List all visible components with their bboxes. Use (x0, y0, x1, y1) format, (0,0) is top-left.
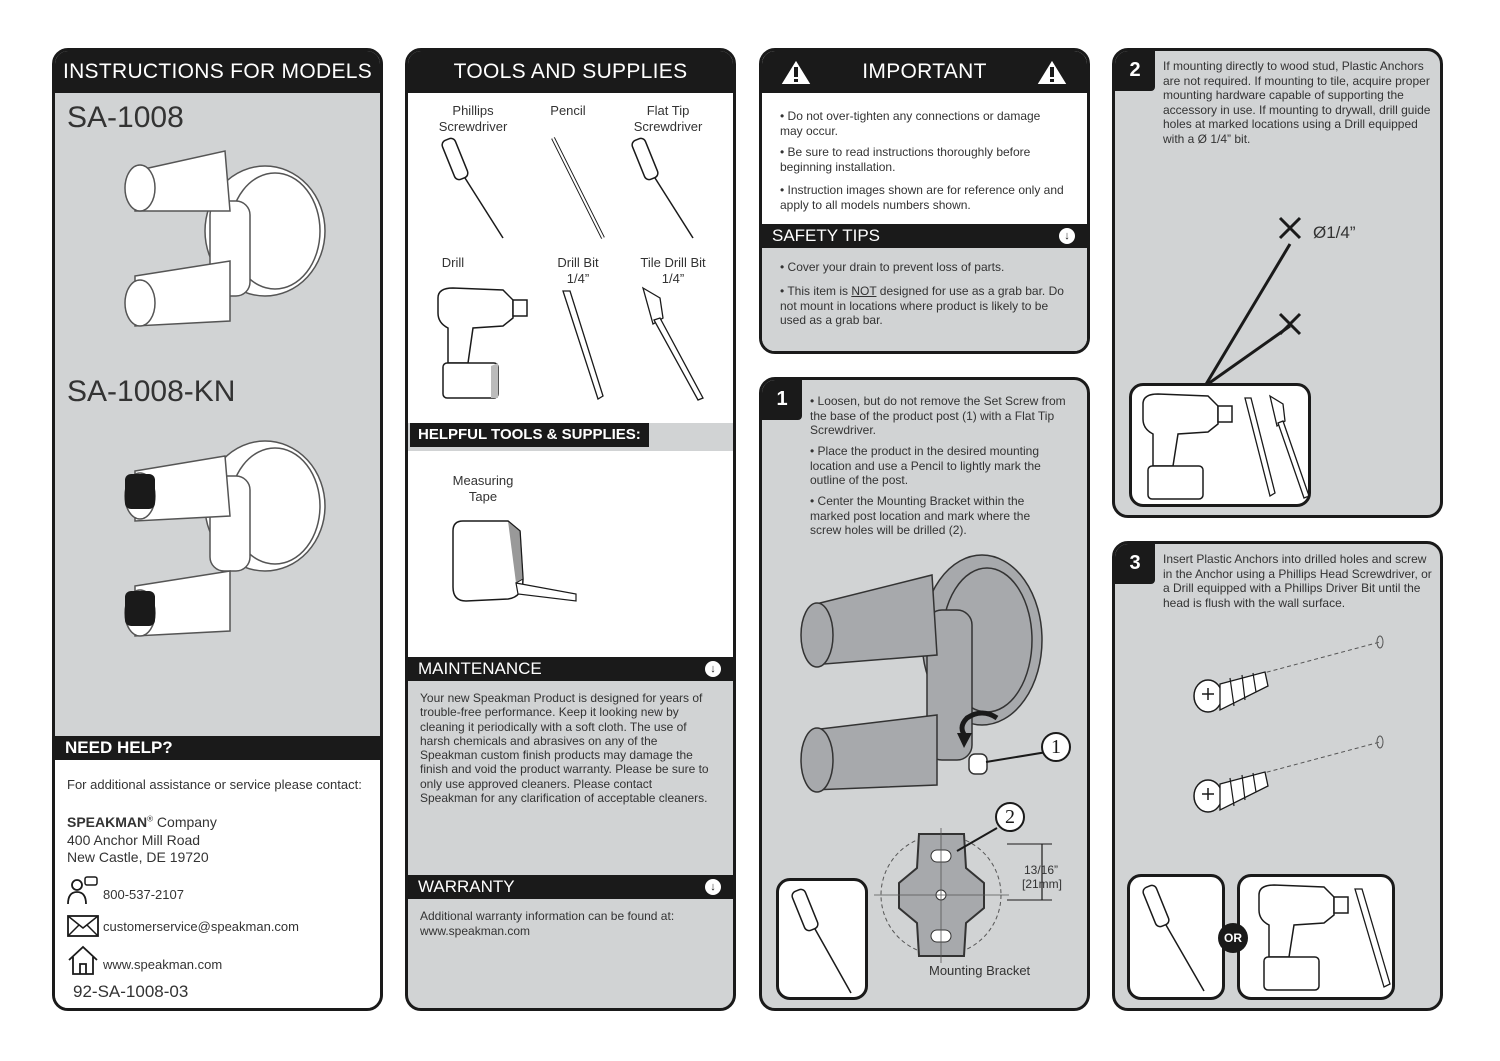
tile-drill-bit-icon (638, 288, 708, 403)
house-icon (67, 945, 99, 975)
safety-bullet-2-not: NOT (851, 284, 877, 298)
drill-icon (1138, 394, 1238, 504)
phillips-screwdriver-icon (443, 138, 513, 243)
maintenance-title (408, 657, 733, 681)
tool-label-drill-bit: Drill Bit 1/4” (557, 255, 599, 286)
tools-grid (408, 93, 733, 423)
tool-label-measuring-tape: Measuring Tape (452, 473, 514, 504)
tool-label-pencil: Pencil (550, 103, 586, 118)
model-1-label: SA-1008 (67, 101, 184, 134)
tool-label-phillips: Phillips Screwdriver (438, 103, 508, 134)
important-bullet-3: • Instruction images shown are for reference only and apply to all models numbers shown. (780, 183, 1064, 212)
callout-1-text: 1 (1051, 736, 1061, 758)
product-illustration-sa-1008-kn (115, 436, 345, 666)
safety-bullet-2-pre: • This item is (780, 284, 852, 298)
tool-label-tile-bit: Tile Drill Bit 1/4” (640, 255, 706, 286)
measuring-tape-icon (448, 519, 583, 624)
mounting-bracket-label: Mounting Bracket (929, 963, 1031, 978)
important-panel (759, 48, 1090, 354)
need-help-title-text: NEED HELP? (65, 738, 173, 757)
safety-bullet-1: • Cover your drain to prevent loss of parts. (780, 260, 1005, 274)
address-line-1: 400 Anchor Mill Road (67, 832, 201, 848)
callout-2-leader (952, 826, 1002, 856)
safety-bullet-2 (780, 284, 1065, 328)
drill-bit-icon (558, 291, 608, 401)
maintenance-text: Your new Speakman Product is designed for years of trouble-free performance. Keep it looking new by cleaning it periodically with a soft cloth. The use of harsh chemicals and abrasives on any of the Speakman custom finish products may damage the finish and void the product warranty. Please be sure to only use approved cleaners. Please contact Speakman for any clarification of acceptable cleaners. (420, 691, 709, 806)
or-badge (1218, 923, 1248, 953)
tools-panel (405, 48, 736, 1011)
need-help-title (55, 736, 380, 760)
step-1-tool-bubble (776, 878, 868, 1000)
helpful-title (410, 423, 649, 447)
warning-icon (1034, 57, 1070, 87)
important-bullet-2: • Be sure to read instructions thoroughly before beginning installation. (780, 145, 1031, 174)
step-2-text: If mounting directly to wood stud, Plastic Anchors are not required. If mounting to tile, acquire proper mounting hardware capable of supporting the accessory in use. If mounting to drywall, drill guide holes at marked locations using a Drill equipped with a Ø 1/4” bit. (1163, 59, 1431, 146)
step-3-number: 3 (1115, 544, 1155, 584)
helpful-title-text: HELPFUL TOOLS & SUPPLIES: (418, 426, 641, 443)
tile-drill-bit-icon (1267, 396, 1311, 501)
rotate-arrow-icon (952, 708, 1002, 753)
drill-icon (1254, 885, 1354, 995)
address-line-2: New Castle, DE 19720 (67, 849, 209, 865)
step-2-panel (1112, 48, 1443, 518)
drill-icon (433, 288, 533, 403)
safety-area (762, 248, 1087, 351)
step-2-number: 2 (1115, 51, 1155, 91)
flat-screwdriver-icon (793, 889, 863, 999)
dimension-inches: 13/16” (1024, 863, 1059, 877)
step-1-bullet-1: • Loosen, but do not remove the Set Screw from the base of the product post (1) with a Flat Tip Screwdriver. (810, 394, 1066, 437)
callout-1-circle (1041, 732, 1071, 762)
plastic-anchor-illustration (1190, 634, 1390, 824)
brand-name: SPEAKMAN (67, 814, 148, 830)
step-1-panel (759, 377, 1090, 1011)
flat-screwdriver-icon (633, 138, 703, 243)
step-3-screwdriver-bubble (1127, 874, 1225, 1000)
models-panel-title: INSTRUCTIONS FOR MODELS (55, 51, 380, 93)
important-title-bar (762, 51, 1087, 93)
step-1-product-illustration (797, 550, 1047, 810)
callout-2-text: 2 (1005, 806, 1015, 828)
pencil-icon (548, 138, 608, 243)
brand-suffix: Company (153, 814, 217, 830)
safety-bullet-2-post: designed for use as a grab bar. Do not mount in locations where product is likely to be used as a grab bar. (780, 284, 1064, 327)
phone-number[interactable]: 800-537-2107 (103, 887, 184, 902)
document-number: 92-SA-1008-03 (73, 982, 189, 1001)
safety-tips-title-text: SAFETY TIPS (772, 226, 881, 245)
brand-registered: ® (147, 814, 154, 824)
step-1-bullet-2: • Place the product in the desired mounting location and use a Pencil to lightly mark the outline of the post. (810, 444, 1041, 487)
dimension-mm: [21mm] (1022, 877, 1063, 891)
models-panel (52, 48, 383, 1011)
hole-diameter-label: Ø1/4” (1313, 223, 1356, 242)
important-title: IMPORTANT (862, 60, 987, 83)
warranty-title (408, 875, 733, 899)
step-3-text: Insert Plastic Anchors into drilled holes and screw in the Anchor using a Phillips Head Screwdriver, or a Drill equipped with a Phillips Driver Bit until the head is flush with the wall surface. (1163, 552, 1432, 610)
company-name (67, 814, 217, 830)
step-2-tool-bubble (1129, 383, 1311, 507)
step-1-bullet-3: • Center the Mounting Bracket within the marked post location and mark where the screw holes will be drilled (2). (810, 494, 1031, 537)
website-url[interactable]: www.speakman.com (103, 957, 223, 972)
arrow-down-icon: ↓ (705, 661, 721, 677)
warning-icon (778, 57, 814, 87)
step-3-drill-bubble (1237, 874, 1395, 1000)
phillips-screwdriver-icon (1144, 885, 1214, 995)
tools-panel-title: TOOLS AND SUPPLIES (408, 51, 733, 93)
phone-person-icon (67, 876, 99, 906)
product-illustration-sa-1008 (115, 126, 345, 356)
arrow-down-icon: ↓ (1059, 228, 1075, 244)
maintenance-title-text: MAINTENANCE (418, 659, 542, 678)
email-address[interactable]: customerservice@speakman.com (103, 919, 299, 934)
help-intro: For additional assistance or service please contact: (67, 777, 362, 792)
step-3-panel (1112, 541, 1443, 1011)
drill-hole-markers (1195, 216, 1315, 396)
arrow-down-icon: ↓ (705, 879, 721, 895)
help-section (55, 760, 380, 1008)
or-text: OR (1224, 931, 1242, 945)
tool-label-flat-tip: Flat Tip Screwdriver (633, 103, 703, 134)
phillips-driver-bit-icon (1352, 889, 1392, 989)
tool-label-drill: Drill (441, 255, 465, 270)
warranty-title-text: WARRANTY (418, 877, 515, 896)
envelope-icon (67, 915, 99, 937)
step-1-number: 1 (762, 380, 802, 420)
safety-tips-title (762, 224, 1087, 248)
warranty-text: Additional warranty information can be found at: www.speakman.com (420, 909, 675, 938)
model-2-label: SA-1008-KN (67, 375, 236, 408)
important-bullet-1: • Do not over-tighten any connections or damage may occur. (780, 109, 1041, 138)
helpful-area (408, 451, 733, 657)
